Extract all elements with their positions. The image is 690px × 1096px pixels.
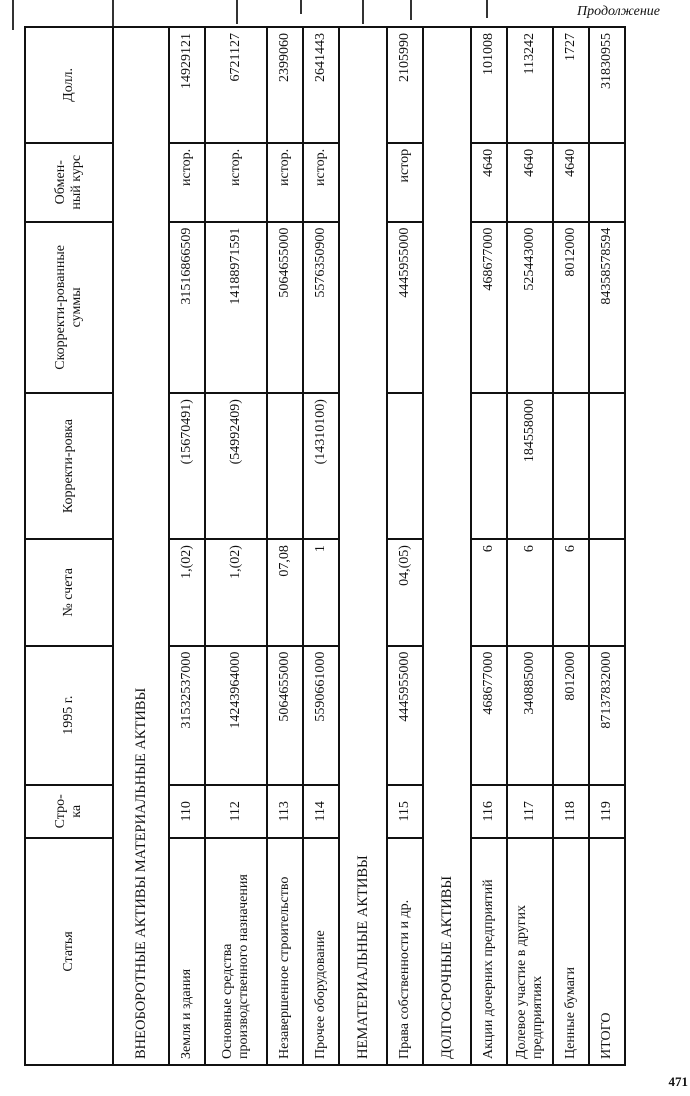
rotated-table-container [24, 26, 664, 1066]
table-header-row [25, 27, 113, 1065]
cell-adjustment [589, 393, 625, 539]
cell-line: 113 [267, 785, 303, 838]
cell-usd: 31830955 [589, 27, 625, 143]
table-row [507, 27, 553, 1065]
cell-1995: 31532537000 [169, 646, 205, 785]
cell-adjustment [387, 393, 423, 539]
running-head: Продолжение [577, 4, 660, 19]
scan-mark [410, 0, 412, 20]
cell-1995: 4445955000 [387, 646, 423, 785]
cell-usd: 1727 [553, 27, 589, 143]
cell-article: Незавершенное строительство [267, 838, 303, 1065]
table-row [267, 27, 303, 1065]
scan-mark [12, 0, 14, 30]
cell-account: 6 [507, 539, 553, 646]
cell-adjusted: 5064655000 [267, 222, 303, 393]
cell-rate: 4640 [471, 143, 507, 222]
cell-article: Основные средства производственного назначения [205, 838, 267, 1065]
col-header-line: Стро-ка [25, 785, 113, 838]
cell-article: Прочее оборудование [303, 838, 339, 1065]
table-row [471, 27, 507, 1065]
cell-rate: истор. [169, 143, 205, 222]
cell-usd: 2641443 [303, 27, 339, 143]
cell-1995: 468677000 [471, 646, 507, 785]
cell-article: Права собственности и др. [387, 838, 423, 1065]
table-row-total [589, 27, 625, 1065]
cell-adjusted: 8012000 [553, 222, 589, 393]
cell-article: Ценные бумаги [553, 838, 589, 1065]
balance-table [24, 26, 626, 1066]
cell-account: 1,(02) [205, 539, 267, 646]
section-label: ВНЕОБОРОТНЫЕ АКТИВЫ МАТЕРИАЛЬНЫЕ АКТИВЫ [113, 27, 169, 1065]
cell-account: 1,(02) [169, 539, 205, 646]
cell-adjusted: 525443000 [507, 222, 553, 393]
cell-article: Акции дочерних предприятий [471, 838, 507, 1065]
cell-adjustment: (54992409) [205, 393, 267, 539]
cell-1995: 14243964000 [205, 646, 267, 785]
cell-line: 112 [205, 785, 267, 838]
cell-account: 04,(05) [387, 539, 423, 646]
cell-account: 6 [471, 539, 507, 646]
table-section-row [339, 27, 387, 1065]
section-label: ДОЛГОСРОЧНЫЕ АКТИВЫ [423, 27, 471, 1065]
col-header-1995: 1995 г. [25, 646, 113, 785]
cell-rate: 4640 [553, 143, 589, 222]
cell-usd: 101008 [471, 27, 507, 143]
cell-1995: 8012000 [553, 646, 589, 785]
cell-line: 115 [387, 785, 423, 838]
cell-adjusted: 14188971591 [205, 222, 267, 393]
cell-adjusted: 31516866509 [169, 222, 205, 393]
cell-account [589, 539, 625, 646]
table-section-row [423, 27, 471, 1065]
cell-usd: 2105990 [387, 27, 423, 143]
scan-mark [236, 0, 238, 24]
cell-rate [589, 143, 625, 222]
cell-adjustment [553, 393, 589, 539]
cell-account: 07,08 [267, 539, 303, 646]
table-row [387, 27, 423, 1065]
col-header-usd: Долл. [25, 27, 113, 143]
scan-mark [112, 0, 114, 28]
cell-adjusted: 84358578594 [589, 222, 625, 393]
cell-usd: 6721127 [205, 27, 267, 143]
cell-article: ИТОГО [589, 838, 625, 1065]
cell-1995: 340885000 [507, 646, 553, 785]
table-section-row [113, 27, 169, 1065]
table-row [205, 27, 267, 1065]
table-row [553, 27, 589, 1065]
cell-article: Земля и здания [169, 838, 205, 1065]
cell-adjusted: 468677000 [471, 222, 507, 393]
page-number: 471 [668, 1074, 688, 1089]
cell-rate: истор. [205, 143, 267, 222]
cell-article: Долевое участие в других предприятиях [507, 838, 553, 1065]
cell-line: 116 [471, 785, 507, 838]
cell-1995: 5590661000 [303, 646, 339, 785]
cell-rate: истор. [303, 143, 339, 222]
col-header-adjusted: Скорректи-рованные суммы [25, 222, 113, 393]
cell-line: 114 [303, 785, 339, 838]
cell-1995: 87137832000 [589, 646, 625, 785]
cell-rate: истор. [267, 143, 303, 222]
cell-adjustment: (15670491) [169, 393, 205, 539]
col-header-adjustment: Корректи-ровка [25, 393, 113, 539]
col-header-rate: Обмен-ный курс [25, 143, 113, 222]
cell-line: 117 [507, 785, 553, 838]
cell-rate: истор [387, 143, 423, 222]
cell-adjustment: (14310100) [303, 393, 339, 539]
cell-adjusted: 5576350900 [303, 222, 339, 393]
cell-adjustment: 184558000 [507, 393, 553, 539]
cell-usd: 14929121 [169, 27, 205, 143]
cell-account: 6 [553, 539, 589, 646]
cell-line: 118 [553, 785, 589, 838]
scan-mark [486, 0, 488, 18]
cell-account: 1 [303, 539, 339, 646]
scan-mark [362, 0, 364, 24]
table-row [169, 27, 205, 1065]
cell-rate: 4640 [507, 143, 553, 222]
cell-usd: 113242 [507, 27, 553, 143]
scan-mark [300, 0, 302, 14]
cell-line: 110 [169, 785, 205, 838]
cell-line: 119 [589, 785, 625, 838]
cell-adjusted: 4445955000 [387, 222, 423, 393]
col-header-article: Статья [25, 838, 113, 1065]
cell-1995: 5064655000 [267, 646, 303, 785]
cell-adjustment [471, 393, 507, 539]
table-row [303, 27, 339, 1065]
cell-usd: 2399060 [267, 27, 303, 143]
col-header-account: № счета [25, 539, 113, 646]
section-label: НЕМАТЕРИАЛЬНЫЕ АКТИВЫ [339, 27, 387, 1065]
cell-adjustment [267, 393, 303, 539]
